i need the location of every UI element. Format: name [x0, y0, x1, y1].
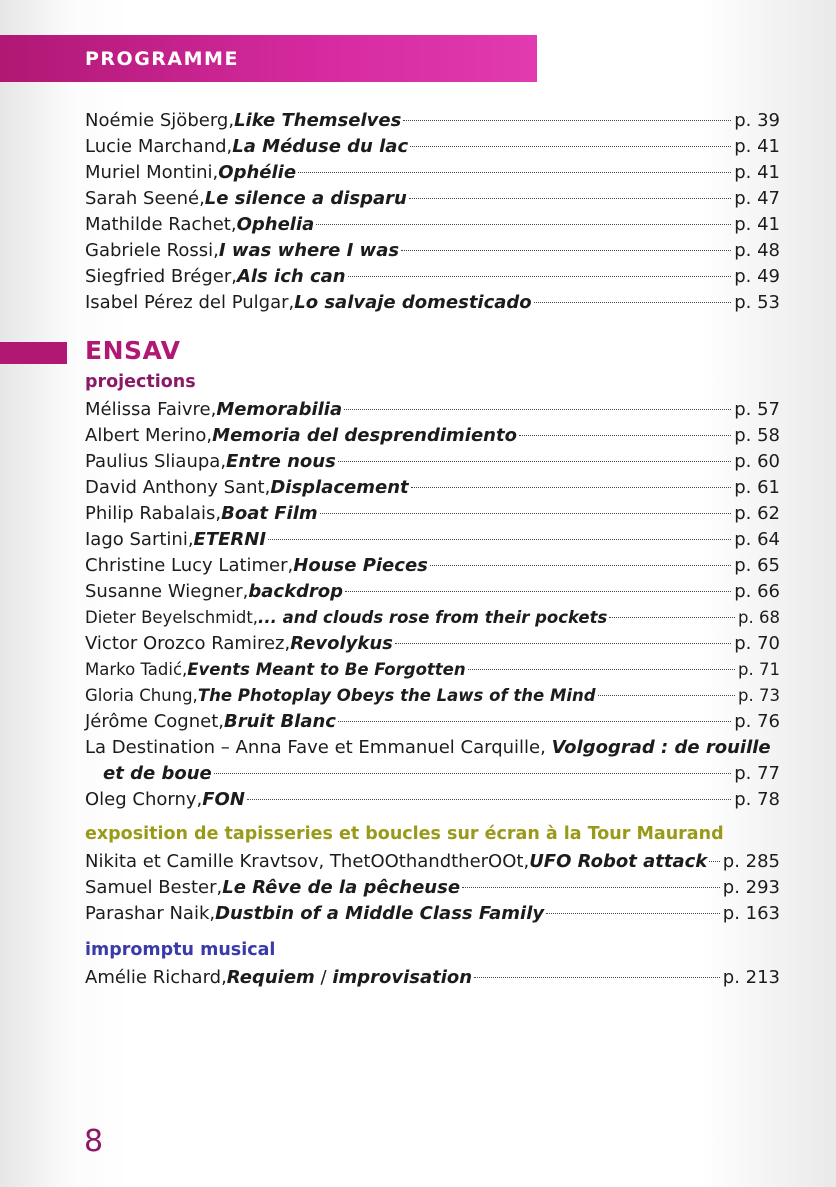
dot-leader [344, 409, 731, 410]
list-item: Muriel Montini, Ophélie p. 41 [85, 162, 780, 183]
dot-leader [348, 276, 732, 277]
list-item: Sarah Seené, Le silence a disparu p. 47 [85, 188, 780, 209]
projections-heading: projections [85, 372, 196, 392]
exposition-list [85, 849, 780, 927]
dot-leader [401, 250, 731, 251]
list-item: Lucie Marchand, La Méduse du lac p. 41 [85, 136, 780, 157]
ensav-section-title: ENSAV [85, 336, 181, 365]
dot-leader [598, 695, 735, 696]
list-item: Victor Orozco Ramirez, Revolykus p. 70 [85, 633, 780, 654]
ensav-accent-bar [0, 342, 67, 364]
list-item: Philip Rabalais, Boat Film p. 62 [85, 503, 780, 524]
projections-list [85, 397, 780, 813]
dot-leader [410, 146, 731, 147]
list-item: Paulius Sliaupa, Entre nous p. 60 [85, 451, 780, 472]
dot-leader [409, 198, 731, 199]
top-program-list [85, 108, 780, 316]
list-item: Mélissa Faivre, Memorabilia p. 57 [85, 399, 780, 420]
impromptu-list [85, 965, 780, 991]
dot-leader [316, 224, 731, 225]
impromptu-heading: impromptu musical [85, 940, 276, 960]
list-item: Mathilde Rachet, Ophelia p. 41 [85, 214, 780, 235]
dot-leader [247, 799, 731, 800]
dot-leader [609, 617, 735, 618]
dot-leader [468, 669, 735, 670]
dot-leader [411, 487, 732, 488]
dot-leader [338, 721, 731, 722]
list-item: Gabriele Rossi, I was where I was p. 48 [85, 240, 780, 261]
dot-leader [298, 172, 731, 173]
dot-leader [320, 513, 732, 514]
list-item: Iago Sartini, ETERNI p. 64 [85, 529, 780, 550]
list-item: Dieter Beyelschmidt, ... and clouds rose from their pockets p. 68 [85, 608, 780, 627]
list-item: Christine Lucy Latimer, House Pieces p. 65 [85, 555, 780, 576]
list-item: Noémie Sjöberg, Like Themselves p. 39 [85, 110, 780, 131]
list-item: Jérôme Cognet, Bruit Blanc p. 76 [85, 711, 780, 732]
list-item: Albert Merino, Memoria del desprendimiento p. 58 [85, 425, 780, 446]
dot-leader [519, 435, 731, 436]
list-item: La Destination – Anna Fave et Emmanuel Carquille, Volgograd : de rouille [85, 737, 771, 758]
dot-leader [395, 643, 731, 644]
dot-leader [546, 913, 720, 914]
list-item: Parashar Naik, Dustbin of a Middle Class Family p. 163 [85, 903, 780, 924]
list-item: Isabel Pérez del Pulgar, Lo salvaje domesticado p. 53 [85, 292, 780, 313]
dot-leader [214, 773, 732, 774]
dot-leader [709, 861, 720, 862]
dot-leader [462, 887, 720, 888]
list-item: Marko Tadić, Events Meant to Be Forgotten p. 71 [85, 660, 780, 679]
dot-leader [338, 461, 731, 462]
list-item: Oleg Chorny, FON p. 78 [85, 789, 780, 810]
list-item: Gloria Chung, The Photoplay Obeys the Laws of the Mind p. 73 [85, 686, 780, 705]
programme-header-title: PROGRAMME [85, 48, 239, 70]
dot-leader [534, 302, 732, 303]
list-item: Nikita et Camille Kravtsov, ThetOOthandtherOOt, UFO Robot attack p. 285 [85, 851, 780, 872]
dot-leader [403, 120, 731, 121]
dot-leader [430, 565, 731, 566]
exposition-heading: exposition de tapisseries et boucles sur écran à la Tour Maurand [85, 824, 724, 844]
dot-leader [474, 977, 720, 978]
list-item: Siegfried Bréger, Als ich can p. 49 [85, 266, 780, 287]
list-item: Susanne Wiegner, backdrop p. 66 [85, 581, 780, 602]
page-number: 8 [84, 1124, 104, 1159]
list-item-continuation: et de boue p. 77 [103, 763, 780, 784]
dot-leader [268, 539, 731, 540]
list-item: Samuel Bester, Le Rêve de la pêcheuse p. 293 [85, 877, 780, 898]
dot-leader [345, 591, 731, 592]
list-item: David Anthony Sant, Displacement p. 61 [85, 477, 780, 498]
list-item: Amélie Richard, Requiem / improvisation p. 213 [85, 967, 780, 988]
programme-header-bar [0, 35, 537, 82]
